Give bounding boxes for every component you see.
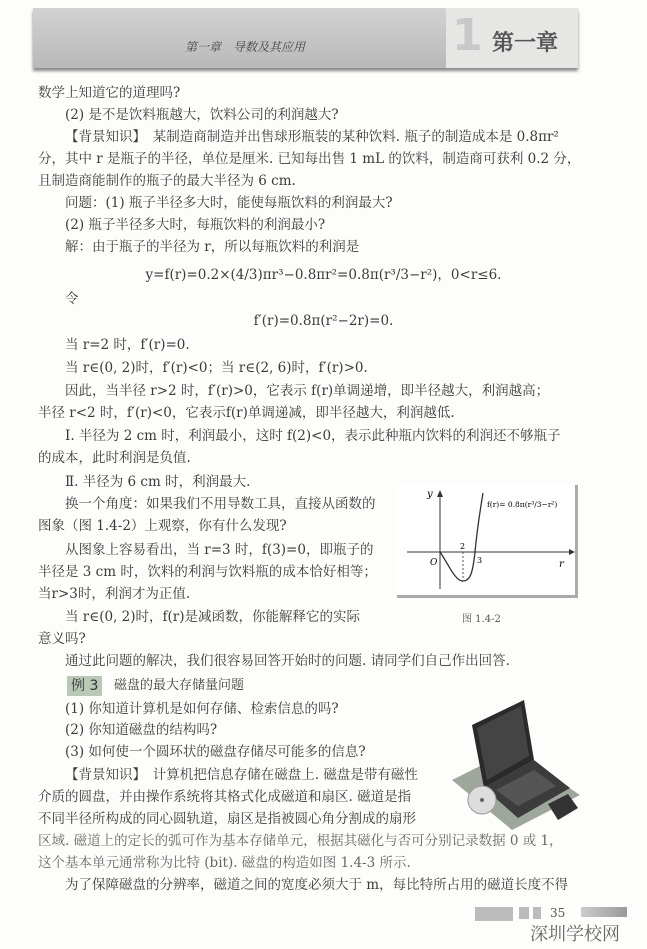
text-line: 介质的圆盘，并由操作系统将其格式化成磁道和扇区. 磁道是指 — [38, 789, 412, 805]
text-line: 区域. 磁道上的定长的弧可作为基本存储单元，根据其磁化与否可分别记录数据 0 或 1， — [38, 833, 563, 849]
formula-derivative: f′(r)=0.8π(r²−2r)=0. — [253, 313, 394, 329]
text-line: 半径是 3 cm 时，饮料的利润与饮料瓶的成本恰好相等； — [38, 564, 377, 580]
text-line: 令 — [65, 291, 79, 307]
text-line: 换一个角度：如果我们不用导数工具，直接从函数的 — [65, 496, 376, 512]
text-line: 这个基本单元通常称为比特 (bit). 磁盘的构造如图 1.4-3 所示. — [38, 855, 411, 871]
chapter-number-graphic: 1 — [452, 10, 483, 61]
example-title: 磁盘的最大存储量问题 — [114, 678, 245, 693]
page-number: 35 — [550, 906, 566, 920]
text-line: 通过此问题的解决，我们很容易回答开始时的问题. 请同学们自己作出回答. — [65, 653, 510, 669]
text-line: 从图象上容易看出，当 r=3 时，f(3)=0，即瓶子的 — [65, 542, 374, 558]
figure-caption: 图 1.4-2 — [462, 614, 501, 625]
text-line: 且制造商能制作的瓶子的最大半径为 6 cm. — [38, 173, 296, 189]
function-label: f(r)= 0.8π(r³/3−r²) — [487, 500, 558, 509]
text-line: 问题：(1) 瓶子半径多大时，能使每瓶饮料的利润最大? — [65, 195, 393, 211]
text-line: (3) 如何使一个圆环状的磁盘存储尽可能多的信息? — [65, 744, 366, 760]
tick-3: 3 — [477, 556, 483, 565]
text-line: 分，其中 r 是瓶子的半径，单位是厘米. 已知每出售 1 mL 的饮料，制造商可获利 0.2 分， — [38, 151, 581, 167]
running-title: 第一章 导数及其应用 — [185, 40, 306, 54]
curve — [440, 493, 483, 581]
text-line: (2) 你知道磁盘的结构吗? — [65, 722, 218, 738]
function-graph — [397, 485, 575, 595]
text-line: 解：由于瓶子的半径为 r，所以每瓶饮料的利润是 — [65, 239, 360, 255]
laptop-illustration — [452, 700, 580, 832]
text-line: 当 r=2 时，f′(r)=0. — [65, 337, 190, 353]
text-line: 不同半径所构成的同心圆轨道，扇区是指被圆心角分割成的扇形 — [38, 811, 416, 827]
watermark: 深圳学校网 — [530, 924, 620, 945]
example-badge — [67, 676, 102, 696]
y-label: y — [427, 489, 433, 500]
formula-profit: y=f(r)=0.2×(4/3)πr³−0.8πr²=0.8π(r³/3−r²)，0<r≤6. — [145, 267, 502, 283]
text-line: Ⅰ. 半径为 2 cm 时，利润最小，这时 f(2)<0，表示此种瓶内饮料的利润还不够瓶子 — [65, 428, 561, 444]
text-line: 为了保障磁盘的分辨率，磁道之间的宽度必须大于 m，每比特所占用的磁道长度不得 — [65, 877, 569, 893]
text-line: 【背景知识】 某制造商制造并出售球形瓶装的某种饮料. 瓶子的制造成本是 0.8πr² — [65, 129, 559, 145]
text-line: Ⅱ. 半径为 6 cm 时，利润最大. — [65, 474, 251, 490]
x-label: r — [559, 559, 564, 570]
text-line: (2) 瓶子半径多大时，每瓶饮料的利润最小? — [65, 217, 326, 233]
example-label: 例 3 — [71, 678, 99, 694]
text-line: 当 r∈(0, 2)时，f′(r)<0；当 r∈(2, 6)时，f′(r)>0. — [65, 360, 368, 376]
text-line: (2) 是不是饮料瓶越大，饮料公司的利润越大? — [65, 107, 339, 123]
text-line: 数学上知道它的道理吗? — [38, 85, 181, 101]
text-line: 当r>3时，利润才为正值. — [38, 586, 191, 602]
text-line: 意义吗? — [38, 631, 86, 647]
y-axis-arrow-icon — [437, 490, 443, 497]
text-line: 因此，当半径 r>2 时，f′(r)>0，它表示 f(r)单调递增，即半径越大，利润越高； — [65, 383, 550, 399]
chapter-label: 第一章 — [492, 31, 559, 56]
text-line: 图象（图 1.4-2）上观察，你有什么发现? — [38, 518, 287, 534]
text-line: 半径 r<2 时，f′(r)<0，它表示f(r)单调递减，即半径越大，利润越低. — [38, 405, 455, 421]
origin-label: O — [430, 558, 438, 568]
text-line: 当 r∈(0, 2)时，f(r)是减函数，你能解释它的实际 — [65, 609, 361, 625]
function-graph-figure — [397, 485, 578, 598]
page-number-bar — [475, 905, 627, 921]
text-line: 【背景知识】 计算机把信息存储在磁盘上. 磁盘是带有磁性 — [65, 767, 418, 783]
tick-2: 2 — [460, 542, 466, 551]
text-line: 的成本，此时利润是负值. — [38, 450, 191, 466]
x-axis-arrow-icon — [569, 549, 575, 555]
text-line: (1) 你知道计算机是如何存储、检索信息的吗? — [65, 701, 339, 717]
